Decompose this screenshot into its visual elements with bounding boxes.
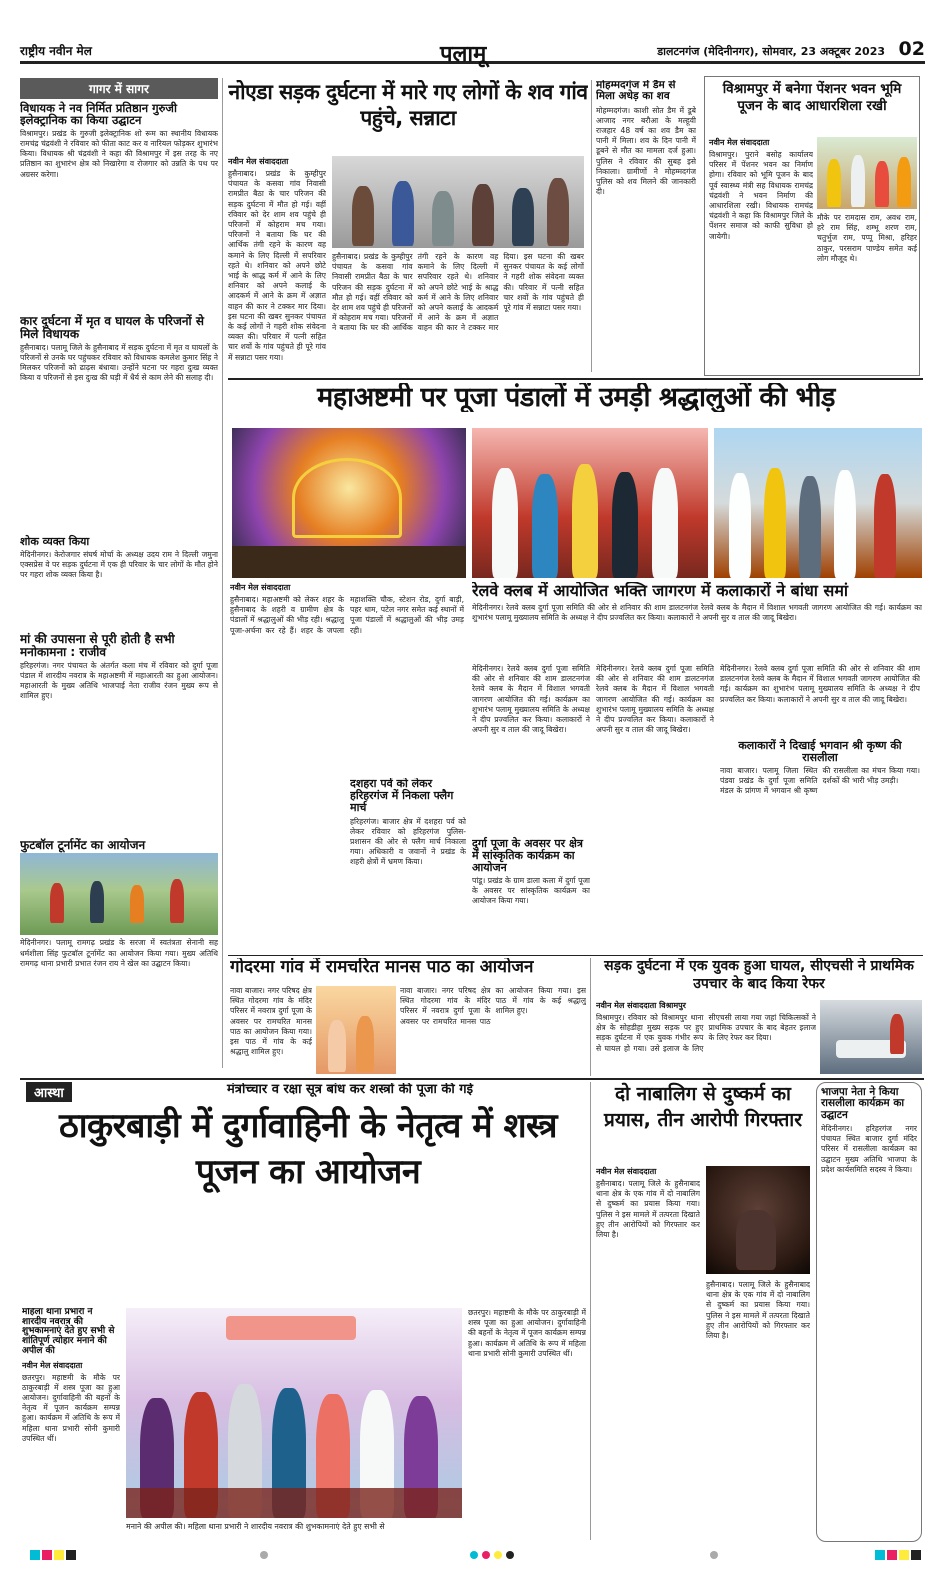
story-text: मेदिनीनगर। केरोजगार संघर्ष मोर्चा के अध्यक्ष उदय राम ने दिल्ली जमुना एक्सप्रेस वे पर सड़क दुर्घटना में एक ही परिवार के चार लोगों के मौत होने पर गहरा शोक व्यक्त किया है। [20, 549, 218, 579]
section-title: पलामू [440, 42, 487, 67]
lead-photo [332, 156, 584, 248]
dateline: डालटनगंज (मेदिनीनगर), सोमवार, 23 अक्टूबर 2023 [657, 45, 885, 58]
lead-headline: नोएडा सड़क दुर्घटना में मारे गए लोगों के शव गांव पहुंचे, सन्नाटा [228, 80, 588, 130]
bjp-story [816, 1082, 922, 1542]
pandal-photo-3 [714, 428, 922, 578]
pension-photo [817, 137, 917, 209]
story-headline: विधायक ने नव निर्मित प्रतिष्ठान गुरुजी इलेक्ट्रानिक का किया उद्घाटन [20, 101, 177, 128]
column-label: गागर में सागर [20, 78, 218, 99]
accident-headline: सड़क दुर्घटना में एक युवक हुआ घायल, सीएचसी ने प्राथमिक उपचार के बाद किया रेफर [604, 958, 914, 992]
paper-name: राष्ट्रीय नवीन मेल [20, 44, 92, 58]
story-headline: शोक व्यक्त किया [20, 534, 90, 548]
shastra-photo [126, 1308, 462, 1518]
byline: नवीन मेल संवाददाता [22, 1360, 83, 1370]
flag-march-story [350, 778, 466, 950]
crime-text: हुसैनाबाद। पलामू जिले के हुसैनाबाद थाना क्षेत्र के एक गांव में दो नाबालिग से दुष्कर्म का प्रयास किया गया। पुलिस ने इस मामले में तत्परता दिखाते हुए तीन आरोपियों को गिरफ्तार कर लिया है। [596, 1179, 700, 1240]
railway-text: मेदिनीनगर। रेलवे क्लब दुर्गा पूजा समिति की ओर से शनिवार की शाम डालटनगंज रेलवे क्लब के मैदान में विशाल भगवती जागरण आयोजित की गई। कार्यक्रम का शुभारंभ पलामू मुख्यालय समिति के अध्यक्ष ने दीप प्रज्वलित कर किया। कलाकारों ने अपनी सुर व ताल की जादू बिखेरा। [472, 603, 922, 623]
dam-text: मोहम्मदगंज। काशी सोत डैम में डूबे आजाद नगर बरौआ के मल्हूवी राजहार 48 वर्ष का शव डैम का पानी में मिला। शव के दिन पानी में डूबने से मौत का मामला दर्ज हुआ। पुलिस ने रविवार की सुबह इसे निकाला। ग्रामीणों ने मोहम्मदगंज पुलिस को शव मिलने की जानकारी दी। [596, 105, 696, 197]
godarma-text-continued: नावा बाजार। नगर परिषद क्षेत्र स्थित गोदरमा गांव के मंदिर परिसर में नवरात्र दुर्गा पूजा के अवसर पर रामचरित मानस पाठ का आयोजन किया गया। इस पाठ में गांव के कई श्रद्धालु शामिल हुए। [400, 986, 586, 1026]
raasleela-text: नावा बाजार। पलामू जिला स्थित पंडवा प्रखंड के दुर्गा पूजा समिति मंडल के प्रांगण में भगवान श्री कृष्ण की रासलीला का मंचन किया गया। दर्शकों की भारी भीड़ उमड़ी। [720, 765, 920, 796]
pension-headline: विश्रामपुर में बनेगा पेंशनर भवन भूमि पूजन के बाद आधारशिला रखी [722, 81, 902, 114]
masthead [20, 38, 925, 67]
dam-headline: मोहम्मदगंज में डैम से मिला अधेड़ का शव [596, 80, 676, 103]
crime-text-continued: हुसैनाबाद। पलामू जिले के हुसैनाबाद थाना क्षेत्र के एक गांव में दो नाबालिग से दुष्कर्म का प्रयास किया गया। पुलिस ने इस मामले में तत्परता दिखाते हुए तीन आरोपियों को गिरफ्तार कर लिया है। [706, 1280, 810, 1341]
column-divider [590, 958, 591, 1076]
godarma-text: नावा बाजार। नगर परिषद क्षेत्र स्थित गोदरमा गांव के मंदिर परिसर में नवरात्र दुर्गा पूजा के अवसर पर रामचरित मानस पाठ का आयोजन किया गया। इस पाठ में गांव के कई श्रद्धालु शामिल हुए। [230, 986, 312, 1057]
crime-photo [706, 1166, 810, 1274]
godarma-headline: गोदरमा गांव में रामचरित मानस पाठ का आयोजन [230, 958, 534, 977]
railway-text-continued: मेदिनीनगर। रेलवे क्लब दुर्गा पूजा समिति की ओर से शनिवार की शाम डालटनगंज रेलवे क्लब के मैदान में विशाल भगवती जागरण आयोजित की गई। कार्यक्रम का शुभारंभ पलामू मुख्यालय समिति के अध्यक्ष ने दीप प्रज्वलित कर किया। कलाकारों ने अपनी सुर व ताल की जादू बिखेरा। [472, 664, 590, 735]
divider [228, 378, 923, 380]
football-photo [20, 853, 218, 935]
railway-text-col2: मेदिनीनगर। रेलवे क्लब दुर्गा पूजा समिति की ओर से शनिवार की शाम डालटनगंज रेलवे क्लब के मैदान में विशाल भगवती जागरण आयोजित की गई। कार्यक्रम का शुभारंभ पलामू मुख्यालय समिति के अध्यक्ष ने दीप प्रज्वलित कर किया। कलाकारों ने अपनी सुर व ताल की जादू बिखेरा। [596, 664, 714, 735]
durga-text: पांडू। प्रखंड के ग्राम डाला कला में दुर्गा पूजा के अवसर पर सांस्कृतिक कार्यक्रम का आयोजन किया गया। [472, 875, 590, 906]
story-headline: कार दुर्घटना में मृत व घायल के परिजनों से मिले विधायक [20, 313, 204, 341]
shastra-caption: मनाने की अपील की। महिला थाना प्रभारी ने शारदीय नवरात्र की शुभकामनाएं देते हुए सभी से [126, 1522, 385, 1531]
divider [228, 955, 923, 956]
dam-story [596, 80, 696, 372]
crime-headline: दो नाबालिग से दुष्कर्म का प्रयास, तीन आरोपी गिरफ्तार [604, 1083, 802, 1131]
bjp-headline: भाजपा नेता ने किया रासलीला कार्यक्रम का उद्घाटन [821, 1086, 905, 1121]
shastra-side [22, 1308, 120, 1538]
accident-text: विश्रामपुर। रविवार को विश्रामपुर थाना क्षेत्र के सोहडीहा मुख्य सड़क पर हुए सड़क दुर्घटना में एक युवक गंभीर रूप से घायल हो गया। उसे इलाज के लिए सीएचसी लाया गया जहां चिकित्सकों ने प्राथमिक उपचार के बाद बेहतर इलाज के लिए रेफर कर दिया। [596, 1013, 816, 1053]
accident-story [596, 958, 922, 1076]
shastra-kicker: मंत्रोच्चार व रक्षा सूत्र बांध कर शस्त्रों की पूजा की गई [227, 1083, 473, 1097]
accident-photo [820, 1000, 922, 1074]
divider [20, 1078, 924, 1080]
story-text: मेदिनीनगर। पलामू रामगढ़ प्रखंड के सरजा में स्वतंत्रता सेनानी सह धर्मशीला सिंह फुटबॉल टूर्नामेंट का आयोजन किया गया। मुख्य अतिथि रामगढ़ थाना प्रभारी प्रभात रंजन राय ने खेल का उद्घाटन किया। [20, 938, 218, 968]
shastra-side-headline: महिला थाना प्रभारी ने शारदीय नवरात्र की शुभकामनाएं देते हुए सभी से शांतिपूर्ण त्योहार मनाने की अपील की [22, 1308, 115, 1356]
print-registration-bar [20, 1548, 925, 1562]
bjp-text: मेदिनीनगर। हरिहरगंज नगर पंचायत स्थित बाजार दुर्गा मंदिर परिसर में रासलीला कार्यक्रम का उद्घाटन मुख्य अतिथि भाजपा के प्रदेश कार्यसमिति सदस्य ने किया। [821, 1123, 917, 1174]
story-text: हरिहरगंज। नगर पंचायत के अंतर्गत कला मंच में रविवार को दुर्गा पूजा पंडाल में शारदीय नवरात्र के महाअष्टमी में महाआरती का हुआ आयोजन। महाआरती के मुख्य अतिथि भाजपाई नेता राजीव रंजन मुख्य रूप से शामिल हुए। [20, 660, 218, 701]
pandal-photo-2 [472, 428, 708, 578]
story-headline: मां की उपासना से पूरी होती है सभी मनोकामना : राजीव [20, 631, 175, 659]
byline: नवीन मेल संवाददाता [228, 157, 289, 166]
story-text: विश्रामपुर। प्रखंड के गुरुजी इलेक्ट्रानिक शो रूम का स्थानीय विधायक रामचंद्र चंद्रवंशी ने रविवार को फीता काट कर व नारियल फोड़कर शुभारंभ किया। विधायक श्री चंद्रवंशी ने कहा की विश्रामपुर में इस तरह के नए प्रतिष्ठान का शुभारंभ क्षेत्र को निखारेगा व रोजगार को उन्नति के पथ पर अग्रसर करेगा। [20, 128, 218, 179]
section-tag: आस्था [26, 1082, 72, 1102]
byline: नवीन मेल संवाददाता [230, 583, 291, 592]
godarma-story [230, 958, 586, 1076]
column-divider [222, 78, 223, 1068]
shastra-text-continued: छतरपुर। महाष्टमी के मौके पर ठाकुरबाड़ी में शस्त्र पूजा का हुआ आयोजन। दुर्गावाहिनी की बहनों के नेतृत्व में पूजन कार्यक्रम सम्पन्न हुआ। कार्यक्रम में अतिथि के रूप में महिला थाना प्रभारी सोनी कुमारी उपस्थित थीं। [468, 1308, 586, 1358]
byline: नवीन मेल संवाददाता विश्रामपुर [596, 1001, 686, 1010]
flag-march-text: हरिहरगंज। बाजार क्षेत्र में दशहरा पर्व को लेकर रविवार को हरिहरगंज पुलिस-प्रशासन की ओर से फ्लैग मार्च निकाला गया। अधिकारी व जवानों ने प्रखंड के शहरी क्षेत्रों में भ्रमण किया। [350, 816, 466, 867]
lead-text-continued: हुसैनाबाद। प्रखंड के कुम्हीपुर पंचायत के कसवा गांव निवासी रामप्रीत बैठा के चार परिजन की सड़क दुर्घटना में मौत हो गई। वहीं रविवार को देर शाम शव पहुंचे ही परिजनों में कोहराम मच गया। परिजनों ने बताया कि घर की आर्थिक तंगी रहने के कारण वह कमाने के लिए दिल्ली में सपरिवार रहते थे। शनिवार को अपने छोटे भाई के श्राद्ध कर्म में आने के लिए शनिवार को अपने कलाई के आदकर्म में आने के क्रम में अज्ञात वाहन की कार ने टक्कर मार दिया। इस घटना की खबर सुनकर पंचायत के कई लोगों ने गहरी शोक संवेदना व्यक्त की। परिवार में पत्नी सहित चार शवों के गांव पहुंचते ही पूरे गांव में सन्नाटा पसर गया। [332, 252, 584, 333]
puja-text: हुसैनाबाद। महाअष्टमी को लेकर शहर के हुसैनाबाद के शहरी व ग्रामीण क्षेत्र के पंडालों में श्रद्धालुओं की भीड़ रही। श्रद्धालु पूजा-अर्चना कर रहे हैं। शहर के जपला महाशक्ति चौक, स्टेशन रोड, दुर्गा बाड़ी, पहर धाम, पटेल नगर समेत कई स्थानों में पूजा पंडालों में श्रद्धालुओं की भीड़ उमड़ रही। [230, 595, 464, 635]
lead-story [228, 80, 588, 380]
story-text: हुसैनाबाद। पलामू जिले के हुसैनाबाद में सड़क दुर्घटना में मृत व घायलों के परिजनों से उनके घर पहुंचकर रविवार को विधायक कमलेश कुमार सिंह ने मिलकर परिजनों को ढाढ़स बंधाया। उन्होंने घटना पर गहरा दुःख व्यक्त किया व परिजनों से इस दुःख की घड़ी में धैर्य से काम लेने की सलाह दी। [20, 342, 218, 383]
flag-march-headline: दशहरा पर्व को लेकर हरिहरगंज में निकला फ्लैग मार्च [350, 778, 454, 814]
shastra-headline: ठाकुरबाड़ी में दुर्गावाहिनी के नेतृत्व में शस्त्र पूजन का आयोजन [58, 1106, 558, 1192]
column-divider [591, 80, 592, 372]
railway-story [472, 582, 922, 952]
raasleela-headline: कलाकारों ने दिखाई भगवान श्री कृष्ण की रासलीला [738, 739, 902, 764]
story-headline: फुटबॉल टूर्नामेंट का आयोजन [20, 837, 146, 852]
godarma-photo [316, 986, 396, 1074]
durga-headline: दुर्गा पूजा के अवसर पर क्षेत्र में सांस्कृतिक कार्यक्रम का आयोजन [472, 837, 583, 874]
lead-text: हुसैनाबाद। प्रखंड के कुम्हीपुर पंचायत के कसवा गांव निवासी रामप्रीत बैठा के चार परिजन की सड़क दुर्घटना में मौत हो गई। वहीं रविवार को देर शाम शव पहुंचे ही परिजनों में कोहराम मच गया। परिजनों ने बताया कि घर की आर्थिक तंगी रहने के कारण वह कमाने के लिए दिल्ली में सपरिवार रहते थे। शनिवार को अपने छोटे भाई के श्राद्ध कर्म में आने के लिए शनिवार को अपने कलाई के आदकर्म में आने के क्रम में अज्ञात वाहन की कार ने टक्कर मार दिया। इस घटना की खबर सुनकर पंचायत के कई लोगों ने गहरी शोक संवेदना व्यक्त की। परिवार में पत्नी सहित चार शवों के गांव पहुंचते ही पूरे गांव में सन्नाटा पसर गया। [228, 169, 326, 362]
shastra-text: छतरपुर। महाष्टमी के मौके पर ठाकुरबाड़ी में शस्त्र पूजा का हुआ आयोजन। दुर्गावाहिनी की बहनों के नेतृत्व में पूजन कार्यक्रम सम्पन्न हुआ। कार्यक्रम में अतिथि के रूप में महिला थाना प्रभारी सोनी कुमारी उपस्थित थीं। [22, 1372, 120, 1443]
pandal-photo-1 [232, 428, 466, 578]
crime-story [596, 1082, 810, 1542]
left-column [20, 78, 218, 1073]
railway-text-col3: मेदिनीनगर। रेलवे क्लब दुर्गा पूजा समिति की ओर से शनिवार की शाम डालटनगंज रेलवे क्लब के मैदान में विशाल भगवती जागरण आयोजित की गई। कार्यक्रम का शुभारंभ पलामू मुख्यालय समिति के अध्यक्ष ने दीप प्रज्वलित कर किया। कलाकारों ने अपनी सुर व ताल की जादू बिखेरा। [720, 664, 920, 704]
railway-headline: रेलवे क्लब में आयोजित भक्ति जागरण में कलाकारों ने बांधा समां [472, 582, 849, 600]
pension-text: विश्रामपुर। पुराने बसोह कार्यालय परिसर में पेंशनर भवन का निर्माण होगा। रविवार को भूमि पूजन के बाद पूर्व स्वास्थ्य मंत्री सह विधायक रामचंद्र चंद्रवंशी ने भवन निर्माण की आधारशिला रखी। विधायक रामचंद्र चंद्रवंशी ने कहा कि विश्रामपुर जिले के पेंशनर समाज को काफी सुविधा हो जायेगी। [709, 150, 813, 241]
byline: नवीन मेल संवाददाता [596, 1167, 657, 1176]
pension-story [704, 76, 920, 376]
byline: नवीन मेल संवाददाता [709, 138, 770, 147]
puja-headline: महाअष्टमी पर पूजा पंडालों में उमड़ी श्रद्धालुओं की भीड़ [317, 383, 835, 413]
column-divider [590, 1082, 591, 1540]
pension-caption: मौके पर रामदास राम, अवध राम, हरे राम सिंह, शम्भू शरण राम, चतुर्भुज राम, पप्पू मिश्रा, हरिहर ठाकुर, परसराम पाण्डेय समेत कई लोग मौजूद थे। [817, 213, 917, 263]
page-number: 02 [898, 38, 925, 60]
